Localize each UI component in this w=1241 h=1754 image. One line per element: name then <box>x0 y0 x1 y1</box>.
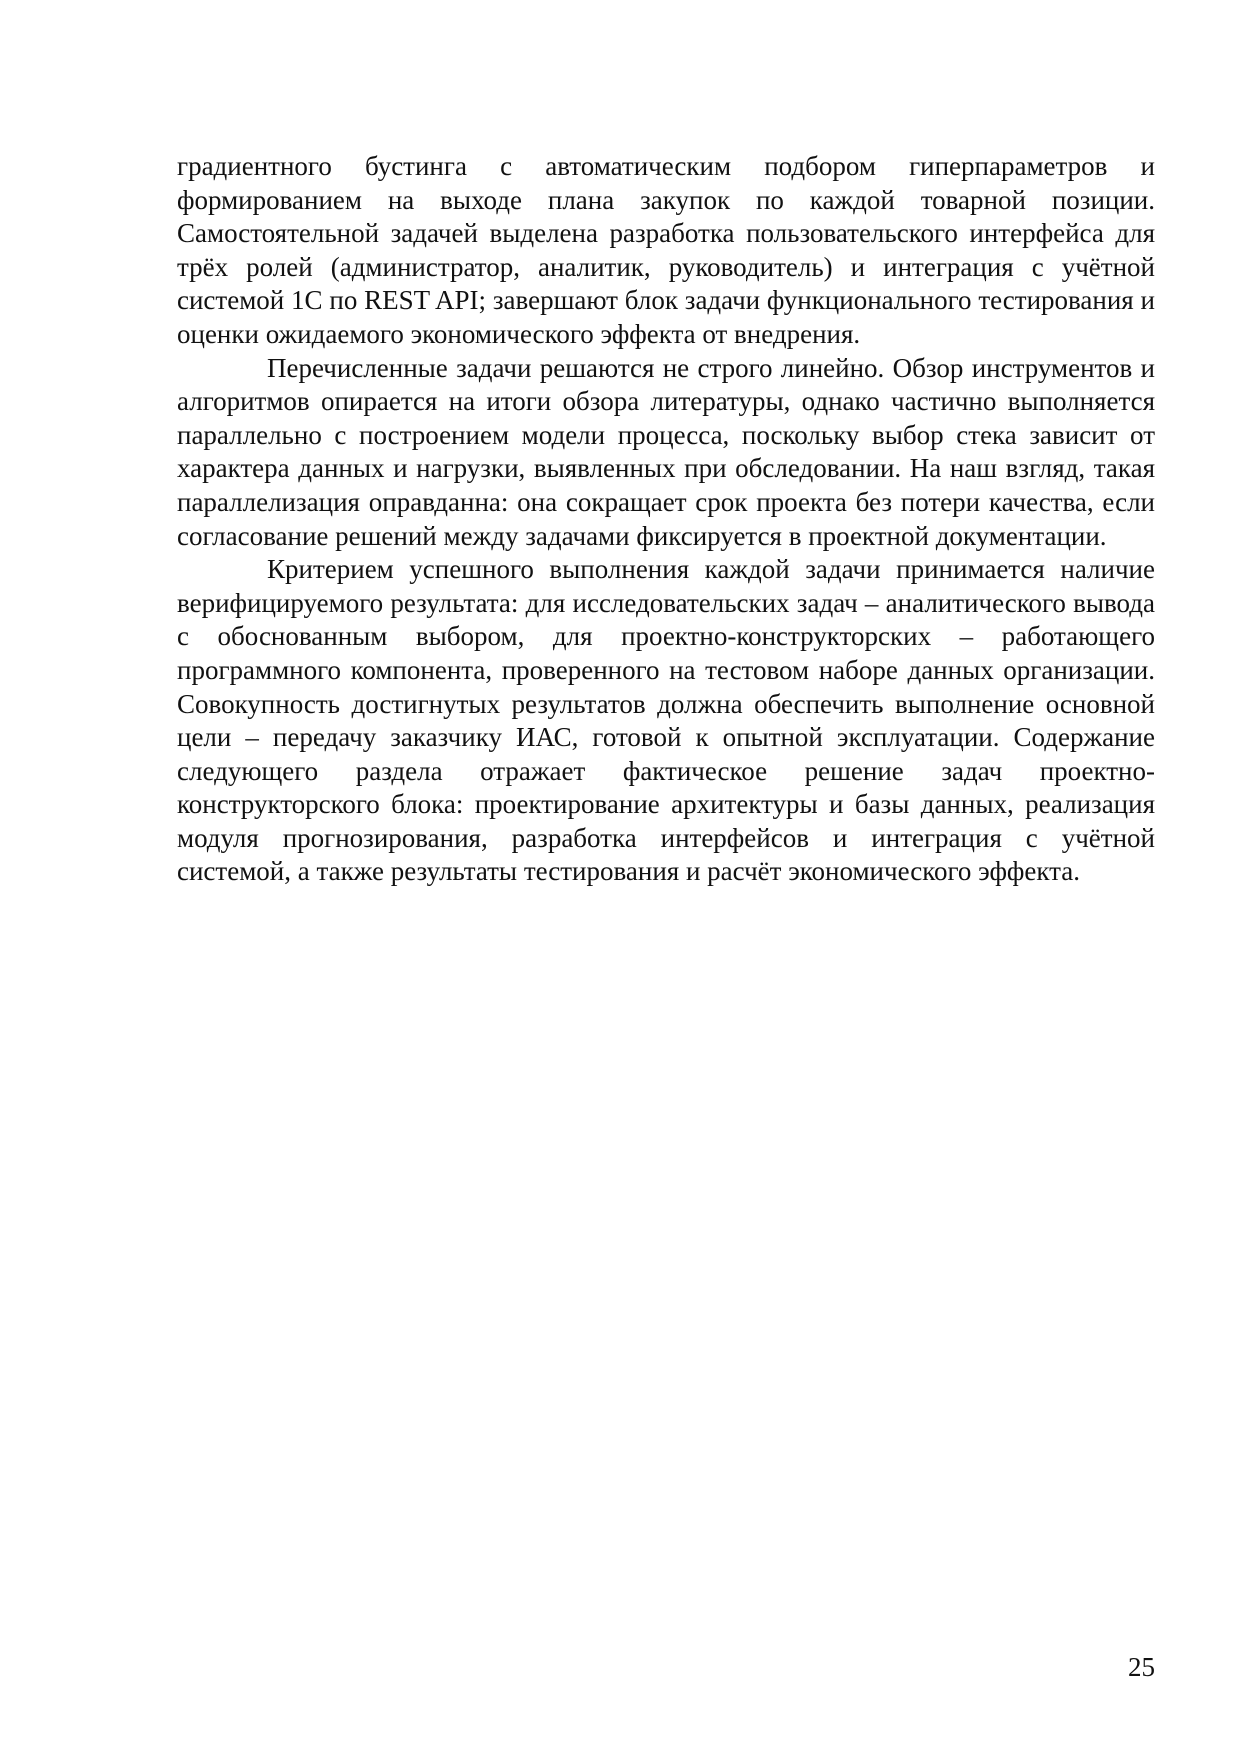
page-body <box>177 150 1155 889</box>
paragraph-2: Перечисленные задачи решаются не строго линейно. Обзор инструментов и алгоритмов опирается на итоги обзора литературы, однако частично выполняется параллельно с построением модели процесса, поскольку выбор стека зависит от характера данных и нагрузки, выявленных при обследовании. На наш взгляд, такая параллелизация оправданна: она сокращает срок проекта без потери качества, если согласование решений между задачами фиксируется в проектной документации. <box>177 352 1155 551</box>
paragraph-1: градиентного бустинга с автоматическим подбором гиперпараметров и формированием на выходе плана закупок по каждой товарной позиции. Самостоятельной задачей выделена разработка пользовательского интерфейса для трёх ролей (администратор, аналитик, руководитель) и интеграция с учётной системой 1С по REST API; завершают блок задачи функционального тестирования и оценки ожидаемого экономического эффекта от внедрения. <box>177 151 1155 349</box>
paragraph-3: Критерием успешного выполнения каждой задачи принимается наличие верифицируемого результата: для исследовательских задач – аналитического вывода с обоснованным выбором, для проектно-конструкторских – работающего программного компонента, проверенного на тестовом наборе данных организации. Совокупность достигнутых результатов должна обеспечить выполнение основной цели – передачу заказчику ИАС, готовой к опытной эксплуатации. Содержание следующего раздела отражает фактическое решение задач проектно-конструкторского блока: проектирование архитектуры и базы данных, реализация модуля прогнозирования, разработка интерфейсов и интеграция с учётной системой, а также результаты тестирования и расчёт экономического эффекта. <box>177 554 1155 887</box>
page-number: 25 <box>1128 1652 1155 1682</box>
